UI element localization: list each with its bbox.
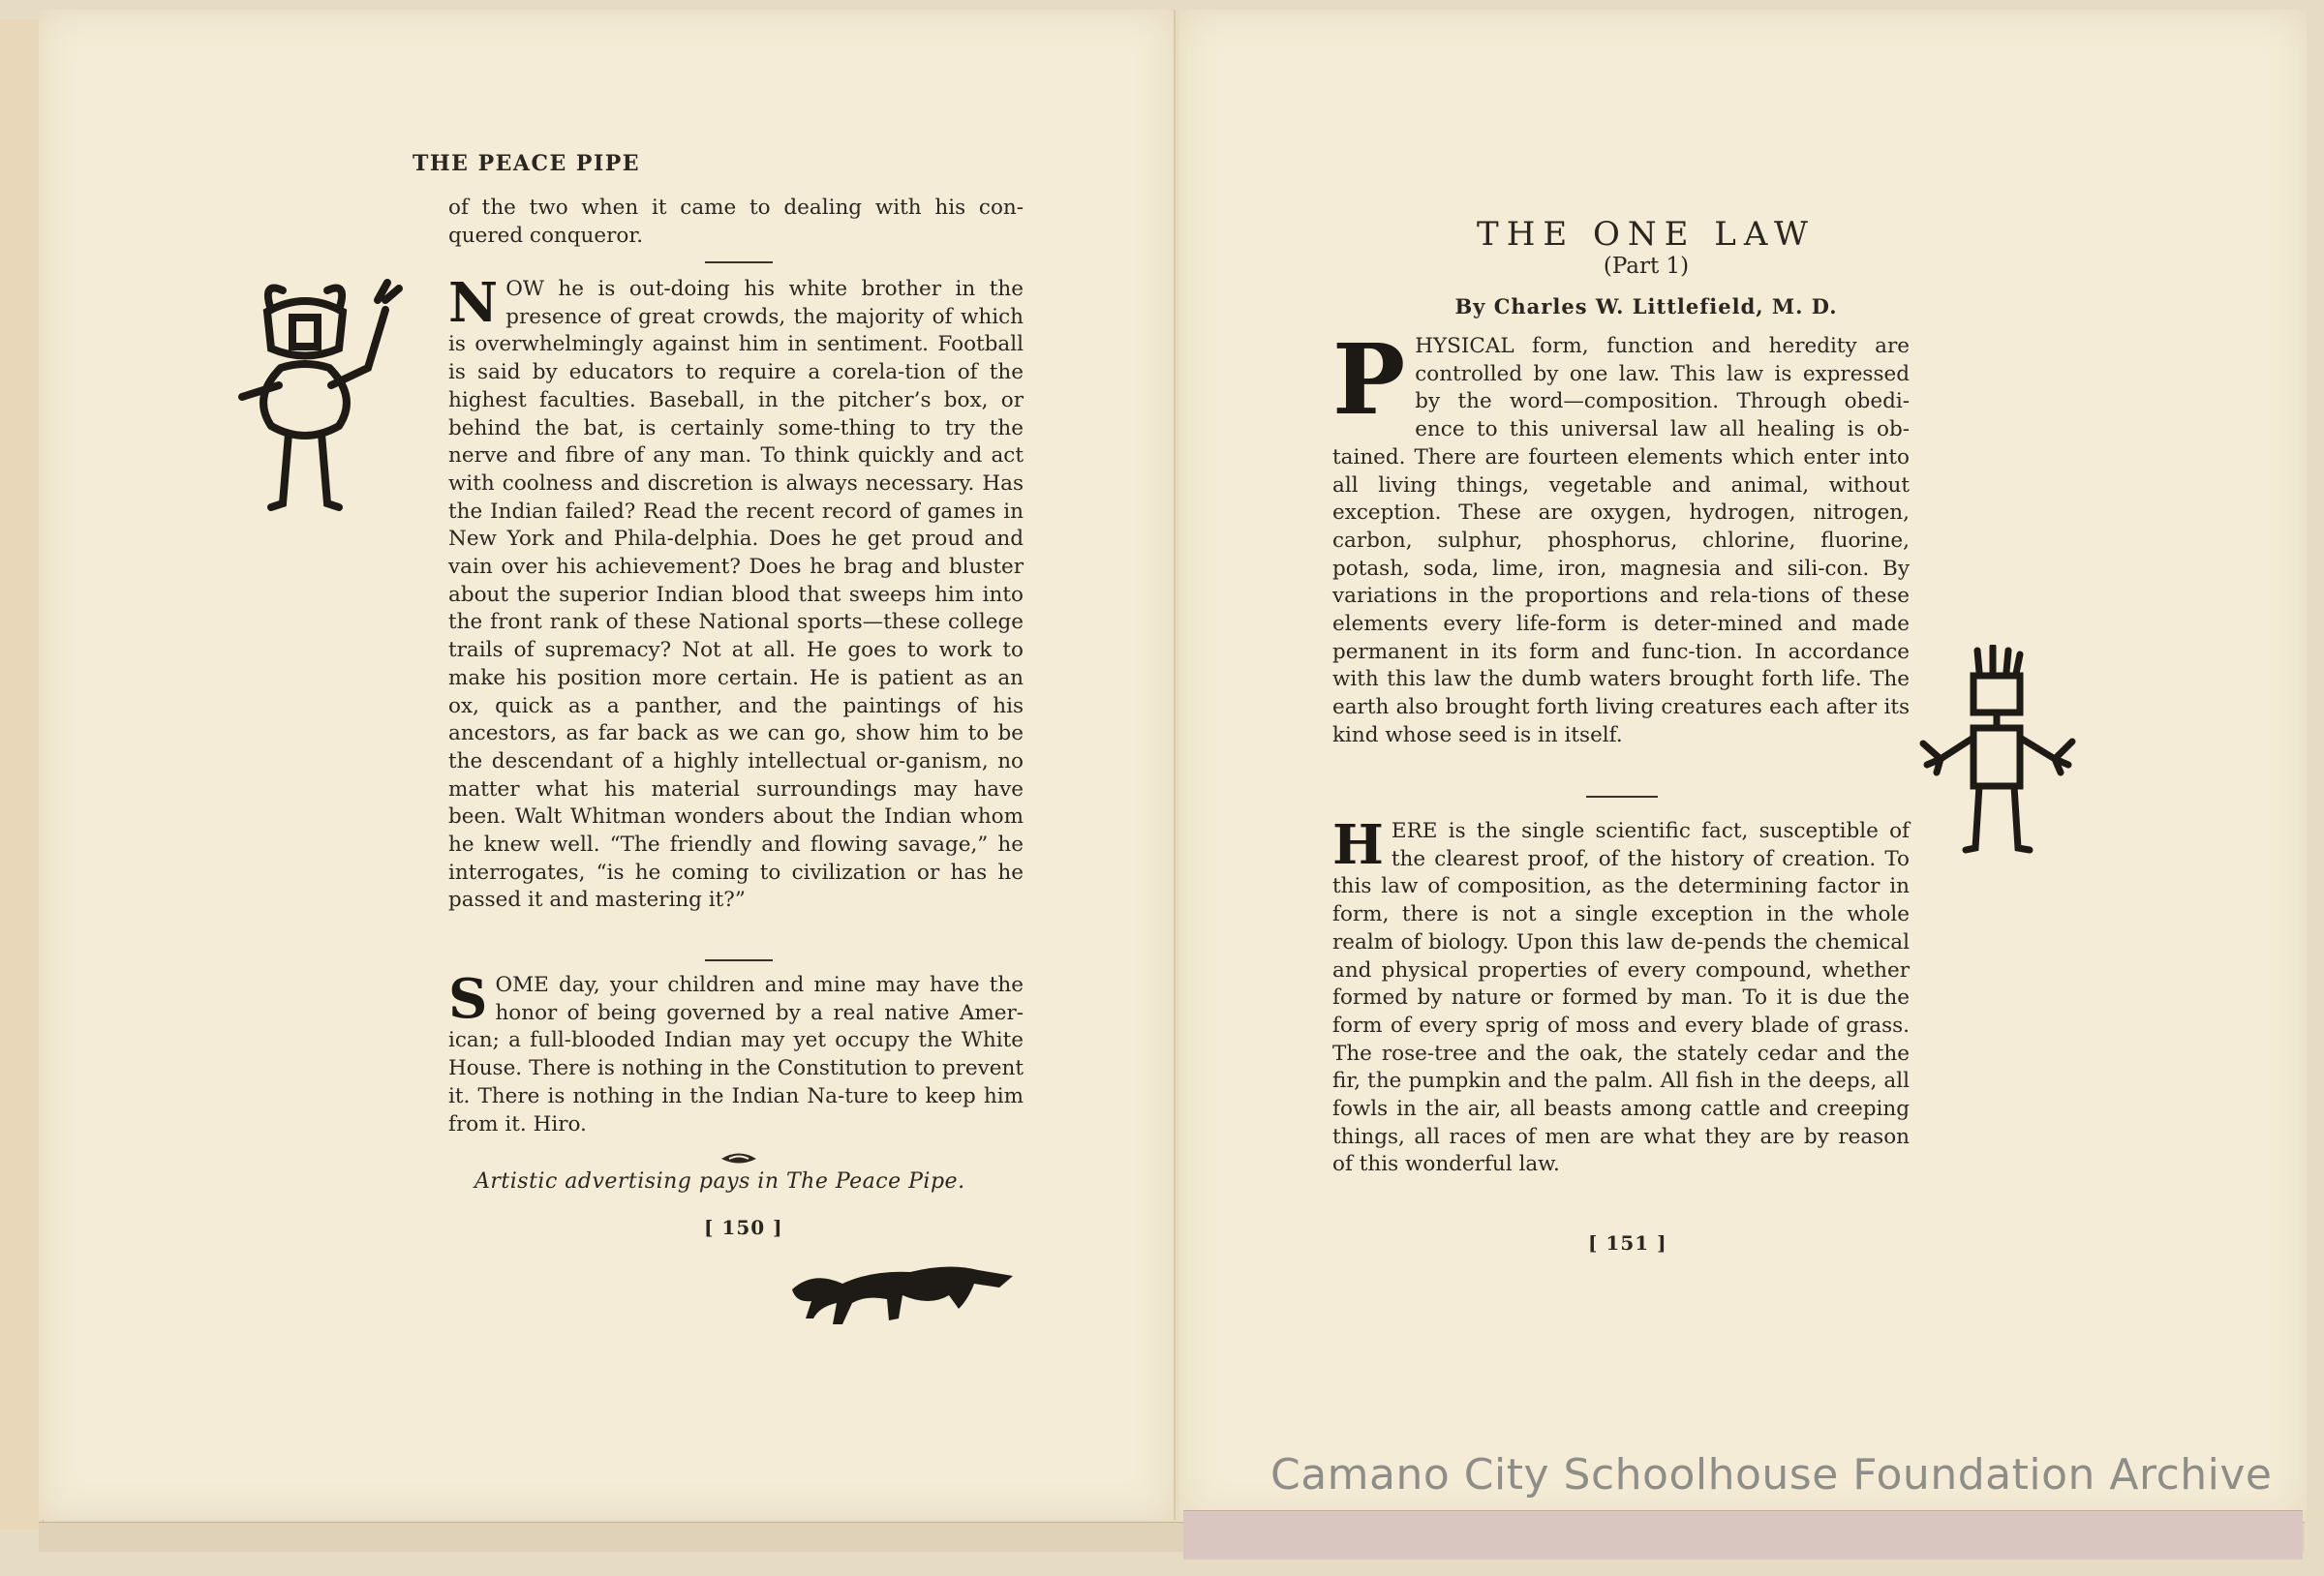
leaf-ornament-icon bbox=[719, 1150, 758, 1167]
archive-watermark: Camano City Schoolhouse Foundation Archive bbox=[1270, 1450, 2273, 1500]
article-subtitle: (Part 1) bbox=[1603, 254, 1690, 279]
drop-cap: S bbox=[448, 967, 488, 1031]
page-number: [ 151 ] bbox=[1588, 1231, 1667, 1255]
standing-figure-icon bbox=[1917, 645, 2111, 867]
paragraph-text: ERE is the single scientific fact, susceptible of the clearest proof, of the history of creation. To this law of composition, as the determining factor in form, there is not a single exception in the whole realm of biology. Upon this law de-pends the chemical and physical properties of every compound, whether formed by nature or formed by man. To it is due the form of every sprig of moss and every blade of grass. The rose-tree and the oak, the stately cedar and the fir, the pumpkin and the palm. All fish in the deeps, all fowls in the air, all beasts among cattle and creeping things, all races of men are what they are by reason of this wonderful law. bbox=[1332, 819, 1910, 1177]
paragraph bbox=[448, 271, 1024, 915]
running-head: THE PEACE PIPE bbox=[413, 151, 641, 176]
drop-cap: P bbox=[1332, 322, 1406, 437]
right-body-section-2 bbox=[1332, 813, 1910, 1179]
paragraph bbox=[1332, 813, 1910, 1179]
section-divider bbox=[705, 261, 773, 263]
left-body-section-2 bbox=[448, 967, 1024, 1138]
continuation-paragraph: of the two when it came to dealing with his con-quered conqueror. bbox=[448, 196, 1024, 248]
book-edge bbox=[0, 19, 44, 1530]
paragraph bbox=[1332, 322, 1910, 750]
article-title: THE ONE LAW bbox=[1477, 215, 1816, 254]
animal-figure-icon bbox=[784, 1251, 1017, 1328]
right-body-section-1 bbox=[1332, 322, 1910, 750]
paragraph-text: OW he is out-doing his white brother in the presence of great crowds, the majority of which is overwhelmingly against him in sentiment. Football is said by educators to require a corela-tion of the highest faculties. Baseball, in the pitcher’s box, or behind the bat, is certainly some-thing to try the nerve and fibre of any man. To think quickly and act with coolness and discretion is always necessary. Has the Indian failed? Read the recent record of games in New York and Phila-delphia. Does he get proud and vain over his achievement? Does he brag and bluster about the superior Indian blood that sweeps him into the front rank of these National sports—these college trails of supremacy? Not at all. He goes to work to make his position more certain. He is patient as an ox, quick as a panther, and the paintings of his ancestors, as far back as we can go, show him to be the descendant of a highly intellectual or-ganism, no matter what his material surroundings may have been. Walt Whitman wonders about the Indian whom he knew well. “The friendly and flowing savage,” he interrogates, “is he coming to civilization or has he passed it and mastering it?” bbox=[448, 277, 1024, 913]
section-divider bbox=[705, 959, 773, 961]
article-byline: By Charles W. Littlefield, M. D. bbox=[1454, 294, 1838, 318]
left-body-section-1 bbox=[448, 271, 1024, 915]
drop-cap: N bbox=[448, 271, 499, 335]
horned-figure-icon bbox=[232, 271, 426, 523]
advertising-note: Artistic advertising pays in The Peace Pipe. bbox=[474, 1169, 965, 1194]
section-divider bbox=[1586, 796, 1658, 798]
paragraph-text: OME day, your children and mine may have the honor of being governed by a real native Amer-ican; a full-blooded Indian may yet occupy the White House. There is nothing in the Constitution to prevent it. There is nothing in the Indian Na-ture to keep him from it. Hiro. bbox=[448, 973, 1024, 1137]
page-number: [ 150 ] bbox=[704, 1216, 783, 1239]
paragraph-text: HYSICAL form, function and heredity are controlled by one law. This law is expressed by the word—composition. Through obedi-ence to this universal law all healing is ob-tained. There are fourteen elements which enter into all living things, vegetable and animal, without exception. These are oxygen, hydrogen, nitrogen, carbon, sulphur, phosphorus, chlorine, fluorine, potash, soda, lime, iron, magnesia and sili-con. By variations in the proportions and rela-tions of these elements every life-form is deter-mined and made permanent in its form and func-tion. In accordance with this law the dumb waters brought forth life. The earth also brought forth living creatures each after its kind whose seed is in itself. bbox=[1332, 334, 1910, 747]
paragraph bbox=[448, 967, 1024, 1138]
drop-cap: H bbox=[1332, 813, 1384, 877]
continuation-text bbox=[448, 195, 1024, 250]
right-cover-edge bbox=[1183, 1510, 2303, 1560]
